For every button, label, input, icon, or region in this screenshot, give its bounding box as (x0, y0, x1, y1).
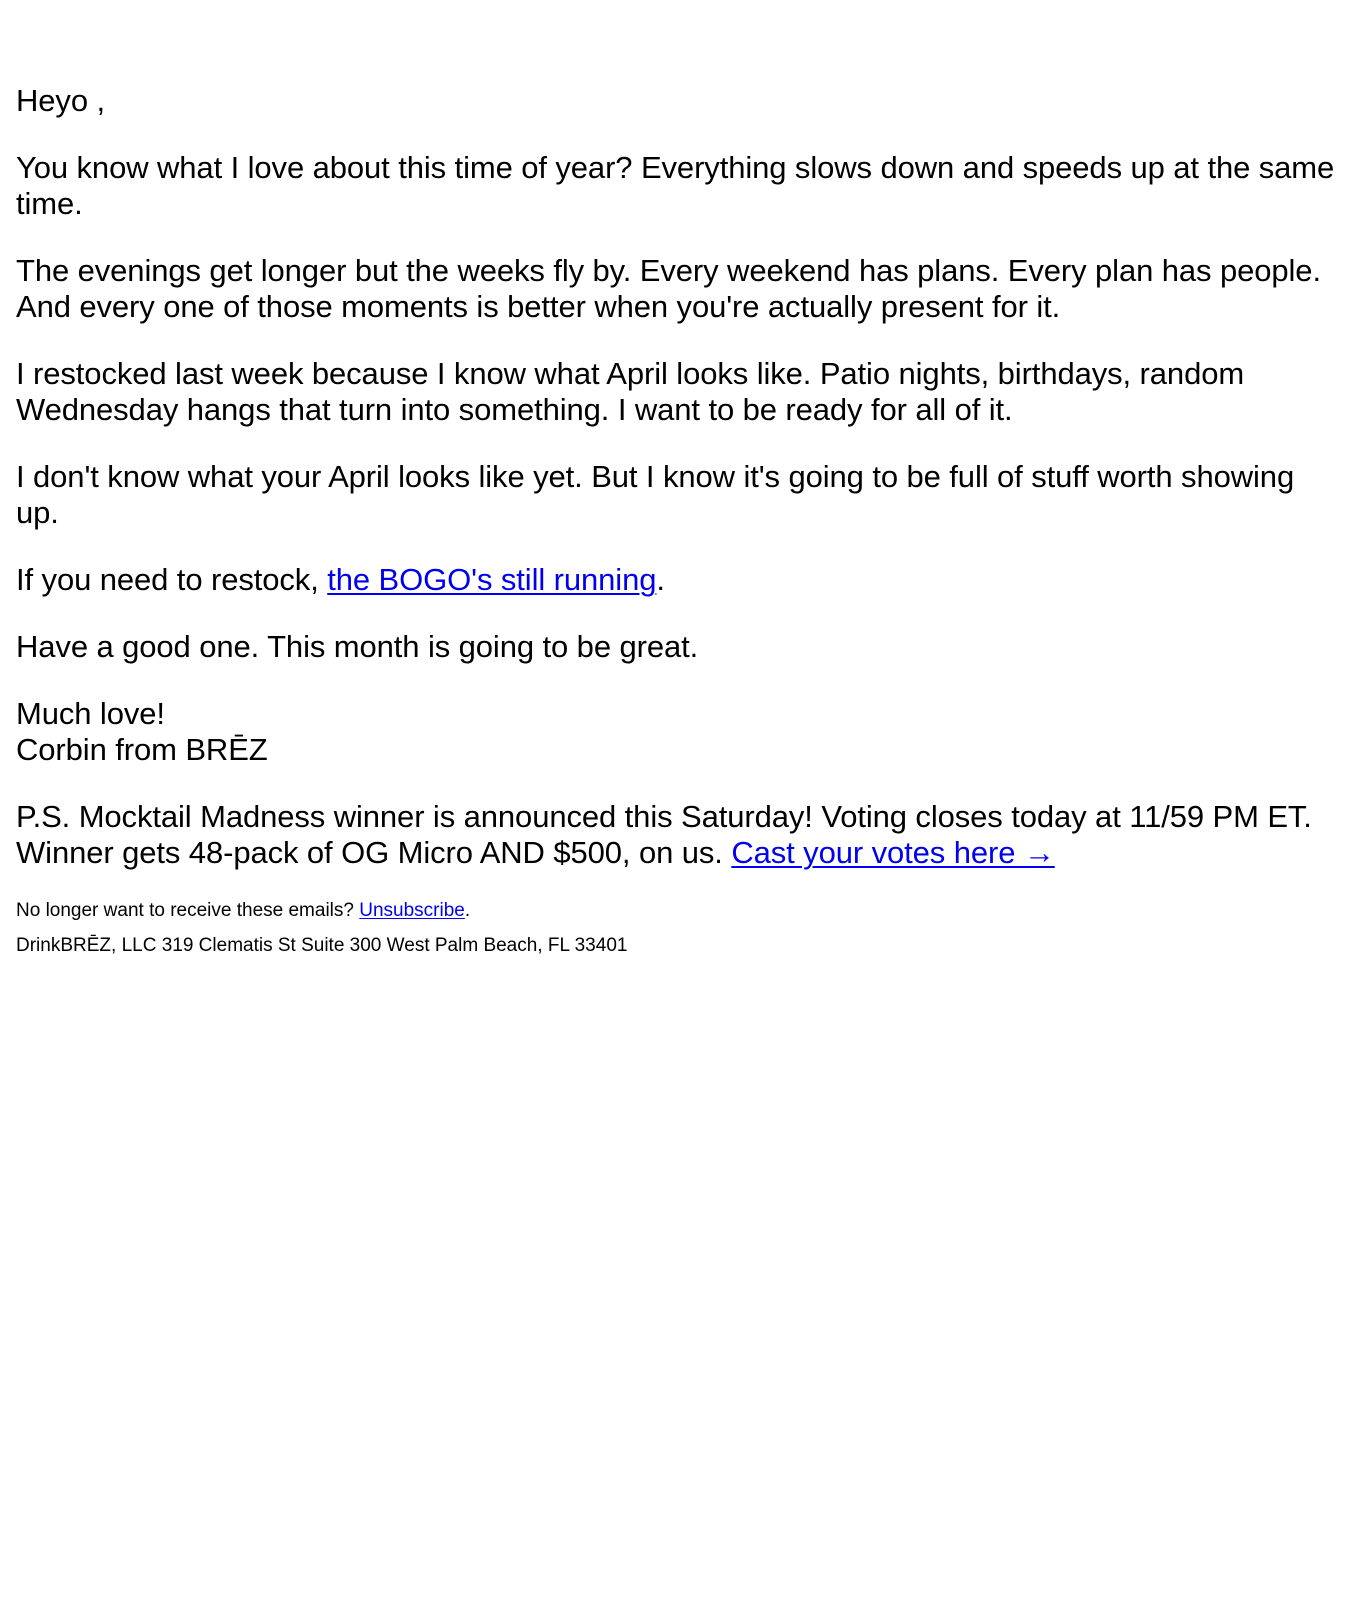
signoff-love: Much love! (16, 696, 165, 731)
paragraph-evenings: The evenings get longer but the weeks fly by. Every weekend has plans. Every plan has people. And every one of those moments is better when you're actually present for it. (16, 253, 1321, 324)
bogo-link[interactable]: the BOGO's still running (327, 562, 657, 597)
unsubscribe-prefix: No longer want to receive these emails? (16, 900, 360, 921)
paragraph-intro: You know what I love about this time of year? Everything slows down and speeds up at the same time. (16, 150, 1335, 221)
postscript (16, 799, 1344, 871)
cast-votes-link[interactable]: Cast your votes here → (731, 835, 1055, 870)
paragraph-april: I don't know what your April looks like yet. But I know it's going to be full of stuff worth showing up. (16, 459, 1295, 530)
postscript-text: P.S. Mocktail Madness winner is announced this Saturday! Voting closes today at 11/59 PM ET. Winner gets 48-pack of OG Micro AND $500, on us. (16, 799, 1312, 870)
unsubscribe-link[interactable]: Unsubscribe (359, 900, 465, 921)
greeting: Heyo , (16, 83, 105, 118)
unsubscribe-suffix: . (464, 900, 471, 921)
paragraph-restocked: I restocked last week because I know what April looks like. Patio nights, birthdays, random Wednesday hangs that turn into something. I want to be ready for all of it. (16, 356, 1245, 427)
signoff (16, 696, 1344, 768)
restock-suffix: . (656, 562, 665, 597)
unsubscribe-line (16, 900, 1344, 922)
signoff-name: Corbin from BRĒZ (16, 732, 268, 767)
closing-line: Have a good one. This month is going to be great. (16, 629, 699, 664)
email-footer (16, 900, 1344, 957)
company-address: DrinkBRĒZ, LLC 319 Clematis St Suite 300 West Palm Beach, FL 33401 (16, 935, 628, 956)
restock-prefix: If you need to restock, (16, 562, 328, 597)
paragraph-restock (16, 562, 1344, 598)
